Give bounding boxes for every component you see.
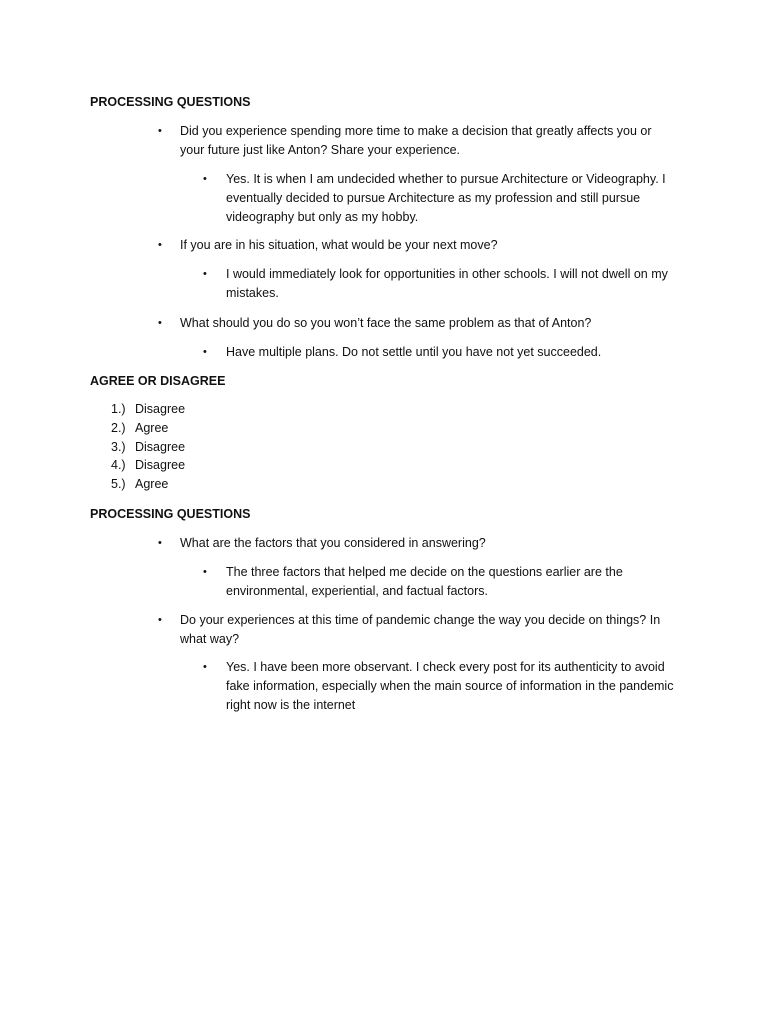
answer-item (203, 170, 683, 226)
answer-text: Have multiple plans. Do not settle until you have not yet succeeded. (226, 345, 602, 359)
list-number: 1.) (111, 402, 126, 416)
list-number: 4.) (111, 458, 126, 473)
answer-item (203, 658, 683, 714)
bullet-icon: • (203, 566, 207, 578)
question-text: What should you do so you won’t face the same problem as that of Anton? (180, 316, 592, 330)
bullet-icon: • (203, 268, 207, 280)
list-item-text: Agree (135, 420, 169, 435)
bullet-icon: • (158, 239, 162, 251)
list-item-text: Disagree (135, 439, 186, 454)
list-item (111, 419, 185, 438)
section-heading-processing-questions-1: PROCESSING QUESTIONS (90, 95, 251, 109)
list-item (111, 475, 185, 494)
list-item (111, 456, 185, 475)
list-item (111, 400, 185, 419)
bullet-icon: • (203, 173, 207, 185)
answer-text: The three factors that helped me decide on the questions earlier are the environmental, experiential, and factual factors. (226, 565, 623, 598)
bullet-icon: • (158, 614, 162, 626)
list-item-text: Disagree (135, 458, 186, 473)
answer-text: I would immediately look for opportunities in other schools. I will not dwell on my mistakes. (226, 267, 668, 300)
answer-text: Yes. It is when I am undecided whether to pursue Architecture or Videography. I eventually decided to pursue Architecture as my profession and still pursue videography but only as my hobby. (226, 172, 666, 224)
question-item (158, 611, 678, 649)
list-number: 5.) (111, 477, 126, 492)
answer-text: Yes. I have been more observant. I check every post for its authenticity to avoid fake information, especially when the main source of information in the pandemic right now is the internet (226, 660, 674, 712)
bullet-icon: • (158, 125, 162, 137)
answer-item (203, 265, 683, 303)
list-item (111, 438, 185, 457)
question-text: What are the factors that you considered in answering? (180, 536, 486, 550)
answer-item (203, 343, 683, 362)
question-item (158, 122, 678, 160)
bullet-icon: • (203, 346, 207, 358)
bullet-icon: • (158, 317, 162, 329)
list-item-text: Agree (135, 477, 169, 492)
agree-disagree-list (111, 400, 185, 494)
list-number: 2.) (111, 420, 126, 435)
question-item (158, 236, 678, 255)
question-item (158, 534, 678, 553)
question-text: Do your experiences at this time of pandemic change the way you decide on things? In what way? (180, 613, 661, 646)
list-item-text: Disagree (135, 402, 186, 416)
bullet-icon: • (203, 661, 207, 673)
answer-item (203, 563, 683, 601)
section-heading-agree-or-disagree: AGREE OR DISAGREE (90, 374, 226, 388)
bullet-icon: • (158, 537, 162, 549)
list-number: 3.) (111, 439, 126, 454)
question-item (158, 314, 678, 333)
question-text: Did you experience spending more time to make a decision that greatly affects you or your future just like Anton? Share your experience. (180, 124, 652, 157)
section-heading-processing-questions-2: PROCESSING QUESTIONS (90, 507, 251, 521)
question-text: If you are in his situation, what would be your next move? (180, 238, 498, 252)
